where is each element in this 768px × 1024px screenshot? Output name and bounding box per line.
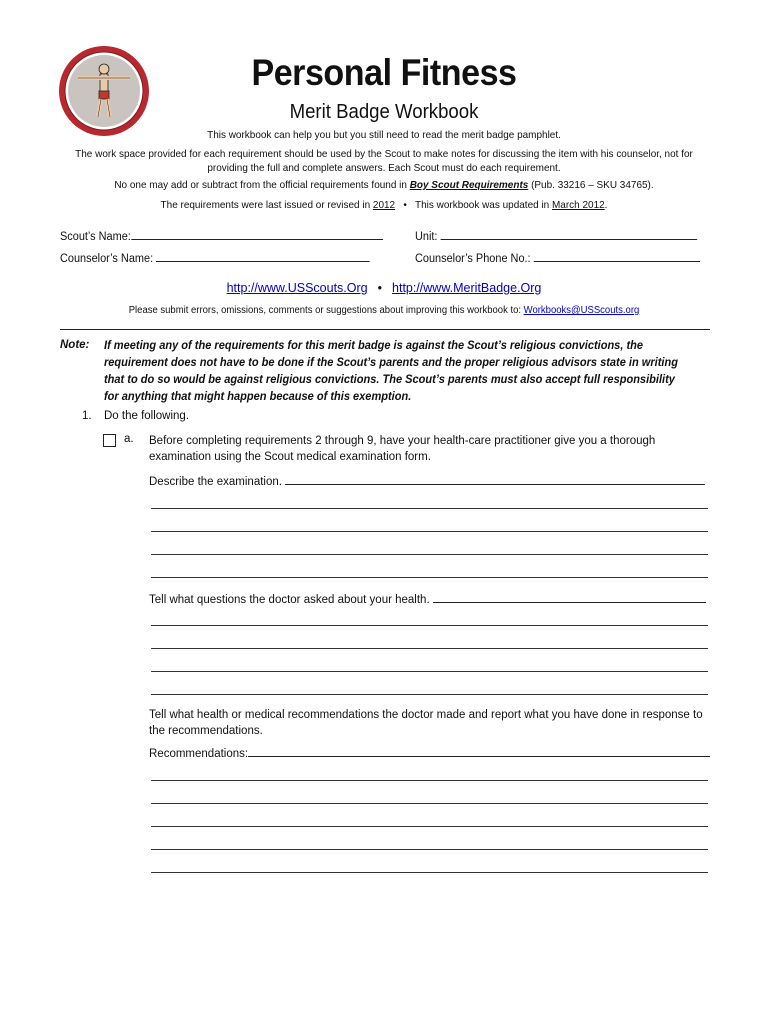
update-date: March 2012 bbox=[551, 199, 605, 211]
recommendations-prompt[interactable] bbox=[149, 745, 710, 760]
recommendations-instructions: Tell what health or medical recommendations the doctor made and report what you have done in response to the recommendations. bbox=[149, 709, 703, 737]
intro-line-2a: The work space provided for each requirement should be used by the Scout to make notes for discussing the item with his counselor, not for bbox=[75, 148, 693, 160]
describe-exam-label: Describe the examination. bbox=[149, 476, 282, 488]
doctor-questions-prompt[interactable] bbox=[149, 591, 706, 606]
requirement-1-text: Do the following. bbox=[104, 410, 190, 422]
answer-line[interactable] bbox=[151, 694, 708, 695]
counselor-name-field[interactable] bbox=[60, 250, 370, 265]
website-links bbox=[0, 281, 768, 295]
section-divider bbox=[60, 329, 710, 330]
answer-line[interactable] bbox=[151, 872, 708, 873]
answer-line[interactable] bbox=[151, 648, 708, 649]
workbooks-email-link[interactable]: Workbooks@USScouts.org bbox=[523, 305, 640, 316]
requirement-1a-checkbox[interactable] bbox=[103, 434, 116, 447]
intro-line-2 bbox=[57, 147, 711, 175]
note-label: Note: bbox=[60, 339, 90, 351]
requirement-1-number: 1. bbox=[82, 410, 92, 422]
answer-line[interactable] bbox=[151, 554, 708, 555]
usscouts-link[interactable]: http://www.USScouts.Org bbox=[226, 281, 368, 295]
answer-line[interactable] bbox=[151, 826, 708, 827]
counselor-phone-label: Counselor’s Phone No.: bbox=[415, 253, 531, 265]
submit-feedback-line bbox=[19, 305, 749, 316]
page-subtitle: Merit Badge Workbook bbox=[289, 101, 479, 123]
requirements-book-title: Boy Scout Requirements bbox=[409, 179, 529, 191]
counselor-phone-field[interactable] bbox=[415, 250, 700, 265]
describe-exam-prompt[interactable] bbox=[149, 473, 705, 488]
note-text: If meeting any of the requirements for this merit badge is against the Scout’s religious convictions, the requirement does not have to be done if the Scout’s parents and the proper religious advisors state in writing that to do so would be against religious convictions. The Scout’s parents must also accept full responsibility for anything that might happen because of this exemption. bbox=[104, 340, 678, 403]
submit-text: Please submit errors, omissions, comments or suggestions about improving this workbook to: bbox=[128, 305, 524, 316]
intro-line-3 bbox=[57, 178, 711, 192]
answer-line[interactable] bbox=[151, 803, 708, 804]
meritbadge-link[interactable]: http://www.MeritBadge.Org bbox=[392, 281, 542, 295]
requirement-1a-letter: a. bbox=[124, 433, 134, 445]
unit-line[interactable] bbox=[441, 228, 697, 240]
intro-line-2b: providing the full and complete answers. Each Scout must do each requirement. bbox=[207, 162, 561, 174]
doctor-questions-label: Tell what questions the doctor asked about your health. bbox=[149, 594, 430, 606]
answer-line[interactable] bbox=[151, 671, 708, 672]
answer-line[interactable] bbox=[151, 531, 708, 532]
recommendations-line[interactable] bbox=[248, 745, 710, 757]
unit-field[interactable] bbox=[415, 228, 697, 243]
recommendations-label: Recommendations: bbox=[149, 748, 249, 760]
unit-label: Unit: bbox=[415, 231, 438, 243]
intro-line-3-post: (Pub. 33216 – SKU 34765). bbox=[528, 179, 654, 191]
scout-name-line[interactable] bbox=[131, 228, 383, 240]
answer-line[interactable] bbox=[151, 849, 708, 850]
intro-line-4 bbox=[57, 198, 711, 212]
revision-year: 2012 bbox=[372, 199, 396, 211]
intro-line-4-mid: • This workbook was updated in bbox=[395, 199, 552, 211]
describe-exam-line[interactable] bbox=[285, 473, 705, 485]
answer-line[interactable] bbox=[151, 780, 708, 781]
counselor-name-line[interactable] bbox=[156, 250, 370, 262]
link-separator: • bbox=[377, 281, 383, 295]
scout-name-field[interactable] bbox=[60, 228, 383, 243]
intro-line-1: This workbook can help you but you still need to read the merit badge pamphlet. bbox=[207, 129, 561, 141]
intro-line-4-pre: The requirements were last issued or revised in bbox=[160, 199, 373, 211]
answer-line[interactable] bbox=[151, 508, 708, 509]
doctor-questions-line[interactable] bbox=[433, 591, 706, 603]
counselor-name-label: Counselor’s Name: bbox=[60, 253, 154, 265]
answer-line[interactable] bbox=[151, 577, 708, 578]
answer-line[interactable] bbox=[151, 625, 708, 626]
requirement-1a-text: Before completing requirements 2 through 9, have your health-care practitioner give you a thorough examination using the Scout medical examination form. bbox=[149, 435, 656, 463]
intro-line-4-end: . bbox=[604, 199, 608, 211]
intro-line-3-pre: No one may add or subtract from the official requirements found in bbox=[114, 179, 410, 191]
counselor-phone-line[interactable] bbox=[534, 250, 700, 262]
scout-name-label: Scout’s Name: bbox=[60, 231, 131, 243]
page-title: Personal Fitness bbox=[251, 52, 517, 93]
